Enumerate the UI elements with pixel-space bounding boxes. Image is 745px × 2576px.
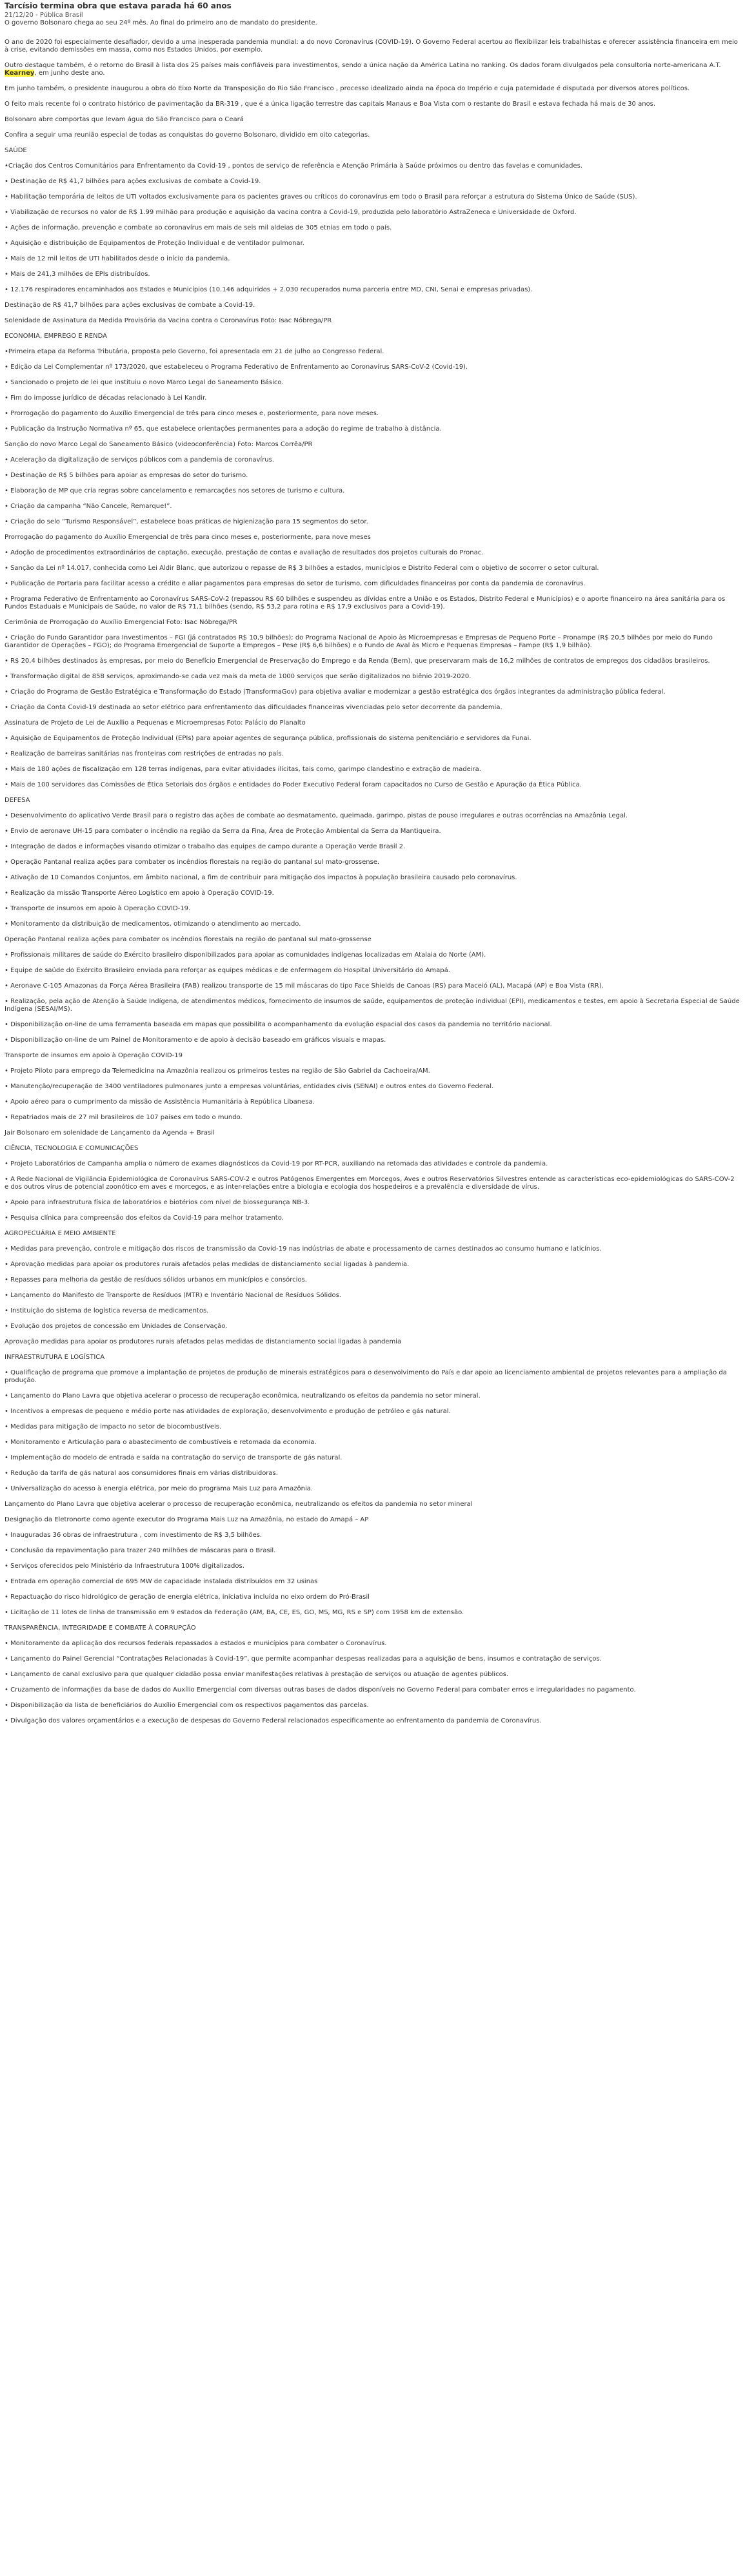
article-paragraph: • Aquisição de Equipamentos de Proteção Individual (EPIs) para apoiar agentes de segurança pública, profissionais do sistema penitenciário e servidores da Funai. [5, 735, 531, 742]
article-paragraph: • Aprovação medidas para apoiar os produtores rurais afetados pelas medidas de distanciamento social ligadas à pandemia. [5, 1261, 410, 1268]
article-paragraph: • Qualificação de programa que promove a implantação de projetos de produção de minerais estratégicos para o desenvolvimento do País e dar apoio ao licenciamento ambiental de projetos relevantes para a ampliação da produção. [5, 1369, 727, 1384]
article-paragraph: • Apoio para infraestrutura física de laboratórios e biotérios com nível de biossegurança NB-3. [5, 1199, 310, 1206]
article-paragraph: DEFESA [5, 797, 30, 804]
article-paragraph: INFRAESTRUTURA E LOGÍSTICA [5, 1354, 105, 1361]
article-paragraph: • Ações de informação, prevenção e combate ao coronavírus em mais de seis mil aldeias de 305 etnias em todo o país. [5, 224, 392, 231]
article-paragraph: • Instituição do sistema de logística reversa de medicamentos. [5, 1307, 209, 1314]
article-paragraph: Outro destaque também, é o retorno do Brasil à lista dos 25 países mais confiáveis para investimentos, sendo a única nação da América Latina no ranking. Os dados foram divulgados pela consultoria norte-americana A.T. Kearney, em junho deste ano. [5, 62, 721, 77]
article-body [5, 19, 740, 1725]
article-paragraph: CIÊNCIA, TECNOLOGIA E COMUNICAÇÕES [5, 1145, 139, 1152]
article-paragraph: •Primeira etapa da Reforma Tributária, proposta pelo Governo, foi apresentada em 21 de julho ao Congresso Federal. [5, 348, 384, 355]
article-paragraph: • Inauguradas 36 obras de infraestrutura , com investimento de R$ 3,5 bilhões. [5, 1532, 263, 1539]
article-paragraph: • Medidas para prevenção, controle e mitigação dos riscos de transmissão da Covid-19 nas indústrias de abate e processamento de carnes destinados ao consumo humano e laticínios. [5, 1245, 602, 1253]
article-paragraph: Solenidade de Assinatura da Medida Provisória da Vacina contra o Coronavírus Foto: Isac Nóbrega/PR [5, 317, 332, 324]
article-paragraph: • Repactuação do risco hidrológico de geração de energia elétrica, iniciativa incluída no eixo ordem do Pró-Brasil [5, 1594, 370, 1601]
article-paragraph: O governo Bolsonaro chega ao seu 24º mês. Ao final do primeiro ano de mandato do presidente. [5, 19, 317, 26]
article-paragraph: • Projeto Piloto para emprego da Telemedicina na Amazônia realizou os primeiros testes na região de São Gabriel da Cachoeira/AM. [5, 1068, 430, 1075]
article-paragraph: Sanção do novo Marco Legal do Saneamento Básico (videoconferência) Foto: Marcos Corrêa/PR [5, 441, 313, 448]
article-paragraph: • Conclusão da repavimentação para trazer 240 milhões de máscaras para o Brasil. [5, 1547, 276, 1554]
article-paragraph: ECONOMIA, EMPREGO E RENDA [5, 333, 107, 340]
article-paragraph: • Realização de barreiras sanitárias nas fronteiras com restrições de entradas no país. [5, 750, 284, 757]
article-paragraph: • Destinação de R$ 41,7 bilhões para ações exclusivas de combate a Covid-19. [5, 178, 261, 185]
article-paragraph: • R$ 20,4 bilhões destinados às empresas, por meio do Benefício Emergencial de Preservação do Emprego e da Renda (Bem), que preservaram mais de 16,2 milhões de contratos de empregos dos cidadãos brasileiros. [5, 658, 710, 665]
article-paragraph: • Divulgação dos valores orçamentários e a execução de despesas do Governo Federal relacionados especificamente ao enfrentamento da pandemia de Coronavírus. [5, 1717, 542, 1724]
article-paragraph: • Prorrogação do pagamento do Auxílio Emergencial de três para cinco meses e, posteriormente, para nove meses. [5, 410, 379, 417]
article-paragraph: • Evolução dos projetos de concessão em Unidades de Conservação. [5, 1323, 228, 1330]
article-paragraph: • Elaboração de MP que cria regras sobre cancelamento e remarcações nos setores de turismo e cultura. [5, 487, 345, 494]
article-paragraph: • 12.176 respiradores encaminhados aos Estados e Municípios (10.146 adquiridos + 2.030 recuperados numa parceria entre MD, CNI, Senai e empresas privadas). [5, 286, 533, 293]
article-paragraph: • Edição da Lei Complementar nº 173/2020, que estabeleceu o Programa Federativo de Enfrentamento ao Coronavírus SARS-CoV-2 (Covid-19). [5, 364, 468, 371]
article-paragraph: • Disponibilização da lista de beneficiários do Auxílio Emergencial com os respectivos pagamentos das parcelas. [5, 1702, 369, 1709]
article-paragraph: Bolsonaro abre comportas que levam água do São Francisco para o Ceará [5, 116, 244, 123]
article-paragraph: AGROPECUÁRIA E MEIO AMBIENTE [5, 1230, 116, 1237]
article-paragraph: Cerimônia de Prorrogação do Auxílio Emergencial Foto: Isac Nóbrega/PR [5, 619, 237, 626]
article-paragraph: • Transformação digital de 858 serviços, aproximando-se cada vez mais da meta de 1000 serviços que serão digitalizados no biênio 2019-2020. [5, 673, 472, 680]
article-paragraph: • Aquisição e distribuição de Equipamentos de Proteção Individual e de ventilador pulmonar. [5, 240, 304, 247]
article-paragraph: • Criação da campanha “Não Cancele, Remarque!”. [5, 503, 172, 510]
article-paragraph: • Monitoramento da aplicação dos recursos federais repassados a estados e municípios para combater o Coronavírus. [5, 1640, 387, 1647]
article-paragraph: • Viabilização de recursos no valor de R$ 1.99 milhão para produção e aquisição da vacina contra a Covid-19, produzida pelo laboratório AstraZeneca e Universidade de Oxford. [5, 209, 577, 216]
article-paragraph: • Adoção de procedimentos extraordinários de captação, execução, prestação de contas e avaliação de resultados dos projetos culturais do Pronac. [5, 549, 484, 556]
article-paragraph: • Ativação de 10 Comandos Conjuntos, em âmbito nacional, a fim de contribuir para mitigação dos impactos à população brasileira causado pelo coronavírus. [5, 874, 517, 881]
article-paragraph: • Destinação de R$ 5 bilhões para apoiar as empresas do setor do turismo. [5, 472, 248, 479]
article-paragraph: • Cruzamento de informações da base de dados do Auxílio Emergencial com diversas outras bases de dados disponíveis no Governo Federal para combater erros e irregularidades no pagamento. [5, 1686, 636, 1693]
article-paragraph: Confira a seguir uma reunião especial de todas as conquistas do governo Bolsonaro, dividido em oito categorias. [5, 132, 370, 139]
article-paragraph: • Implementação do modelo de entrada e saída na contratação do serviço de transporte de gás natural. [5, 1454, 343, 1461]
article-meta: 21/12/20 - Pública Brasil [5, 12, 83, 19]
article-paragraph: • Monitoramento da distribuição de medicamentos, otimizando o atendimento ao mercado. [5, 921, 301, 928]
article-paragraph: • Manutenção/recuperação de 3400 ventiladores pulmonares junto a empresas voluntárias, entidades civis (SENAI) e outros entes do Governo Federal. [5, 1083, 494, 1090]
article-paragraph: • Realização, pela ação de Atenção à Saúde Indígena, de atendimentos médicos, fornecimento de insumos de saúde, equipamentos de proteção individual (EPI), medicamentos e testes, em apoio à Secretaria Especial de Saúde Indígena (SESAI/MS). [5, 998, 740, 1013]
article-paragraph: • Repatriados mais de 27 mil brasileiros de 107 países em todo o mundo. [5, 1114, 243, 1121]
article-paragraph: • Aceleração da digitalização de serviços públicos com a pandemia de coronavírus. [5, 456, 275, 463]
article-paragraph: • Licitação de 11 lotes de linha de transmissão em 9 estados da Federação (AM, BA, CE, ES, GO, MS, MG, RS e SP) com 1958 km de extensão. [5, 1609, 464, 1616]
article-paragraph: TRANSPARÊNCIA, INTEGRIDADE E COMBATE À CORRUPÇÃO [5, 1625, 196, 1632]
article-paragraph: • A Rede Nacional de Vigilância Epidemiológica de Coronavírus SARS-COV-2 e outros Patógenos Emergentes em Morcegos, Aves e outros Reservatórios Silvestres entende as características eco-epidemiológicas do SARS-COV-2 e dos outros vírus de potencial zoonótico em aves e morcegos, e as inter-relações entre a biologia e ecologia dos hospedeiros e a prevalência e diversidade de vírus. [5, 1176, 735, 1191]
article-paragraph: Operação Pantanal realiza ações para combater os incêndios florestais na região do pantanal sul mato-grossense [5, 936, 372, 943]
article-paragraph: • Aeronave C-105 Amazonas da Força Aérea Brasileira (FAB) realizou transporte de 15 mil máscaras do tipo Face Shields de Canoas (RS) para Maceió (AL), Macapá (AP) e Boa Vista (RR). [5, 982, 604, 990]
article-paragraph: • Universalização do acesso à energia elétrica, por meio do programa Mais Luz para Amazônia. [5, 1485, 313, 1492]
article-paragraph: Jair Bolsonaro em solenidade de Lançamento da Agenda + Brasil [5, 1129, 215, 1137]
article-paragraph: • Disponibilização on-line de um Painel de Monitoramento e de apoio à decisão baseado em gráficos visuais e mapas. [5, 1037, 386, 1044]
article-paragraph: Transporte de insumos em apoio à Operação COVID-19 [5, 1052, 183, 1059]
article-paragraph: • Sancionado o projeto de lei que instituiu o novo Marco Legal do Saneamento Básico. [5, 379, 284, 386]
article-paragraph: • Pesquisa clínica para compreensão dos efeitos da Covid-19 para melhor tratamento. [5, 1215, 284, 1222]
article-paragraph: • Envio de aeronave UH-15 para combater o incêndio na região da Serra da Fina, Área de Proteção Ambiental da Serra da Mantiqueira. [5, 828, 441, 835]
article-paragraph: • Serviços oferecidos pelo Ministério da Infraestrutura 100% digitalizados. [5, 1563, 244, 1570]
article-paragraph: • Fim do imposse jurídico de décadas relacionado à Lei Kandir. [5, 395, 207, 402]
article-paragraph: • Criação do Programa de Gestão Estratégica e Transformação do Estado (TransformaGov) para objetiva avaliar e modernizar a gestão estratégica dos órgãos integrantes da administração pública federal. [5, 688, 666, 696]
article-paragraph: Designação da Eletronorte como agente executor do Programa Mais Luz na Amazônia, no estado do Amapá – AP [5, 1516, 369, 1523]
article-title: Tarcísio termina obra que estava parada há 60 anos [5, 1, 232, 10]
article-paragraph: • Apoio aéreo para o cumprimento da missão de Assistência Humanitária à República Libanesa. [5, 1098, 315, 1106]
article-paragraph: • Medidas para mitigação de impacto no setor de biocombustíveis. [5, 1423, 222, 1430]
article-paragraph: Lançamento do Plano Lavra que objetiva acelerar o processo de recuperação econômica, neutralizando os efeitos da pandemia no setor mineral [5, 1501, 473, 1508]
article-paragraph: • Profissionais militares de saúde do Exército brasileiro disponibilizados para apoiar as comunidades indígenas localizadas em Atalaia do Norte (AM). [5, 951, 486, 959]
article-paragraph: • Habilitação temporária de leitos de UTI voltados exclusivamente para os pacientes graves ou críticos do coronavírus em todo o Brasil para reforçar a estrutura do Sistema Único de Saúde (SUS). [5, 193, 637, 200]
article-paragraph: • Operação Pantanal realiza ações para combater os incêndios florestais na região do pantanal sul mato-grossense. [5, 859, 380, 866]
article-paragraph: • Monitoramento e Articulação para o abastecimento de combustíveis e retomada da economia. [5, 1439, 317, 1446]
article-paragraph: • Disponibilização on-line de uma ferramenta baseada em mapas que possibilita o acompanhamento da evolução espacial dos casos da pandemia no território nacional. [5, 1021, 552, 1028]
article-paragraph: • Projeto Laboratórios de Campanha amplia o número de exames diagnósticos da Covid-19 por RT-PCR, auxiliando na retomada das atividades e controle da pandemia. [5, 1160, 548, 1167]
article-paragraph: • Mais de 100 servidores das Comissões de Ética Setoriais dos órgãos e entidades do Poder Executivo Federal foram capacitados no Curso de Gestão e Apuração da Ética Pública. [5, 781, 582, 788]
article-paragraph: • Lançamento do Manifesto de Transporte de Resíduos (MTR) e Inventário Nacional de Resíduos Sólidos. [5, 1292, 341, 1299]
article-paragraph: • Redução da tarifa de gás natural aos consumidores finais em várias distribuidoras. [5, 1470, 278, 1477]
highlighted-term: Kearney [5, 70, 35, 77]
article-paragraph: O ano de 2020 foi especialmente desafiador, devido a uma inesperada pandemia mundial: a do novo Coronavírus (COVID-19). O Governo Federal acertou ao flexibilizar leis trabalhistas e oferecer assistência financeira em meio à crise, evitando demissões em massa, como nos Estados Unidos, por exemplo. [5, 39, 738, 54]
article-paragraph: • Desenvolvimento do aplicativo Verde Brasil para o registro das ações de combate ao desmatamento, queimada, garimpo, pistas de pouso irregulares e outras ocorrências na Amazônia Legal. [5, 812, 628, 819]
article-paragraph: • Mais de 12 mil leitos de UTI habilitados desde o início da pandemia. [5, 255, 230, 262]
article-paragraph: • Equipe de saúde do Exército Brasileiro enviada para reforçar as equipes médicas e de enfermagem do Hospital Universitário do Amapá. [5, 967, 450, 974]
article-paragraph: • Incentivos a empresas de pequeno e médio porte nas atividades de exploração, desenvolvimento e produção de petróleo e gás natural. [5, 1408, 451, 1415]
article-paragraph: • Entrada em operação comercial de 695 MW de capacidade instalada distribuídos em 32 usinas [5, 1578, 318, 1585]
article-paragraph: • Sanção da Lei nº 14.017, conhecida como Lei Aldir Blanc, que autorizou o repasse de R$ 3 bilhões a estados, municípios e Distrito Federal com o objetivo de socorrer o setor cultural. [5, 565, 599, 572]
article-paragraph: SAÚDE [5, 147, 27, 154]
article-paragraph: • Realização da missão Transporte Aéreo Logístico em apoio à Operação COVID-19. [5, 890, 274, 897]
article-paragraph: • Lançamento do Painel Gerencial “Contratações Relacionadas à Covid-19”, que permite acompanhar despesas realizadas para a aquisição de bens, insumos e contratação de serviços. [5, 1655, 602, 1663]
article-paragraph: • Criação do selo “Turismo Responsável”, estabelece boas práticas de higienização para 15 segmentos do setor. [5, 518, 368, 525]
article-paragraph: • Publicação da Instrução Normativa nº 65, que estabelece orientações permanentes para a adoção do regime de trabalho à distância. [5, 425, 442, 433]
article-paragraph: • Criação da Conta Covid-19 destinada ao setor elétrico para enfrentamento das dificuldades financeiras vivenciadas pelo setor decorrente da pandemia. [5, 704, 502, 711]
article-paragraph: Assinatura de Projeto de Lei de Auxílio a Pequenas e Microempresas Foto: Palácio do Planalto [5, 719, 306, 727]
article-paragraph: • Lançamento do Plano Lavra que objetiva acelerar o processo de recuperação econômica, neutralizando os efeitos da pandemia no setor mineral. [5, 1392, 481, 1400]
article-paragraph: • Lançamento de canal exclusivo para que qualquer cidadão possa enviar manifestações relativas à prestação de serviços ou atuação de agentes públicos. [5, 1671, 509, 1678]
article-paragraph: O feito mais recente foi o contrato histórico de pavimentação da BR-319 , que é a única ligação terrestre das capitais Manaus e Boa Vista com o restante do Brasil e estava fechada há mais de 30 anos. [5, 101, 656, 108]
article-paragraph: Prorrogação do pagamento do Auxílio Emergencial de três para cinco meses e, posteriormente, para nove meses [5, 534, 371, 541]
article-paragraph: • Mais de 241,3 milhões de EPIs distribuídos. [5, 271, 150, 278]
article-paragraph: • Repasses para melhoria da gestão de resíduos sólidos urbanos em municípios e consórcios. [5, 1276, 307, 1283]
article-paragraph: • Programa Federativo de Enfrentamento ao Coronavírus SARS-CoV-2 (repassou R$ 60 bilhões e suspendeu as dívidas entre a União e os Estados, Distrito Federal e Municípios) e o aporte financeiro na área sanitária para os Fundos Estaduais e Municipais de Saúde, no valor de R$ 71,1 bilhões (sendo, R$ 53,2 para rotina e R$ 17,9 exclusivos para a Covid-19). [5, 596, 726, 610]
article-paragraph: • Transporte de insumos em apoio à Operação COVID-19. [5, 905, 191, 912]
article-paragraph: • Integração de dados e informações visando otimizar o trabalho das equipes de campo durante a Operação Verde Brasil 2. [5, 843, 406, 850]
article-paragraph: • Criação do Fundo Garantidor para Investimentos – FGI (já contratados R$ 10,9 bilhões); do Programa Nacional de Apoio às Microempresas e Empresas de Pequeno Porte – Pronampe (R$ 20,5 bilhões por meio do Fundo Garantidor de Operações – FGO); do Programa Emergencial de Suporte a Empregos – Pese (R$ 6,6 bilhões) e o Fundo de Aval às Micro e Pequenas Empresas – Fampe (R$ 1,9 bilhão). [5, 634, 713, 649]
article-paragraph: • Mais de 180 ações de fiscalização em 128 terras indígenas, para evitar atividades ilícitas, tais como, garimpo clandestino e extração de madeira. [5, 766, 481, 773]
article-paragraph: Em junho também, o presidente inaugurou a obra do Eixo Norte da Transposição do Rio São Francisco , processo idealizado ainda na época do Império e cuja paternidade é disputada por diversos atores políticos. [5, 85, 690, 92]
article-paragraph: •Criação dos Centros Comunitários para Enfrentamento da Covid-19 , pontos de serviço de referência e Atenção Primária à Saúde próximos ou dentro das favelas e comunidades. [5, 162, 582, 170]
article-paragraph: • Publicação de Portaria para facilitar acesso a crédito e aliar pagamentos para empresas do setor de turismo, com dificuldades financeiras por conta da pandemia de coronavírus. [5, 580, 586, 587]
article-paragraph: Destinação de R$ 41,7 bilhões para ações exclusivas de combate a Covid-19. [5, 302, 255, 309]
article-paragraph: Aprovação medidas para apoiar os produtores rurais afetados pelas medidas de distanciamento social ligadas à pandemia [5, 1338, 402, 1345]
